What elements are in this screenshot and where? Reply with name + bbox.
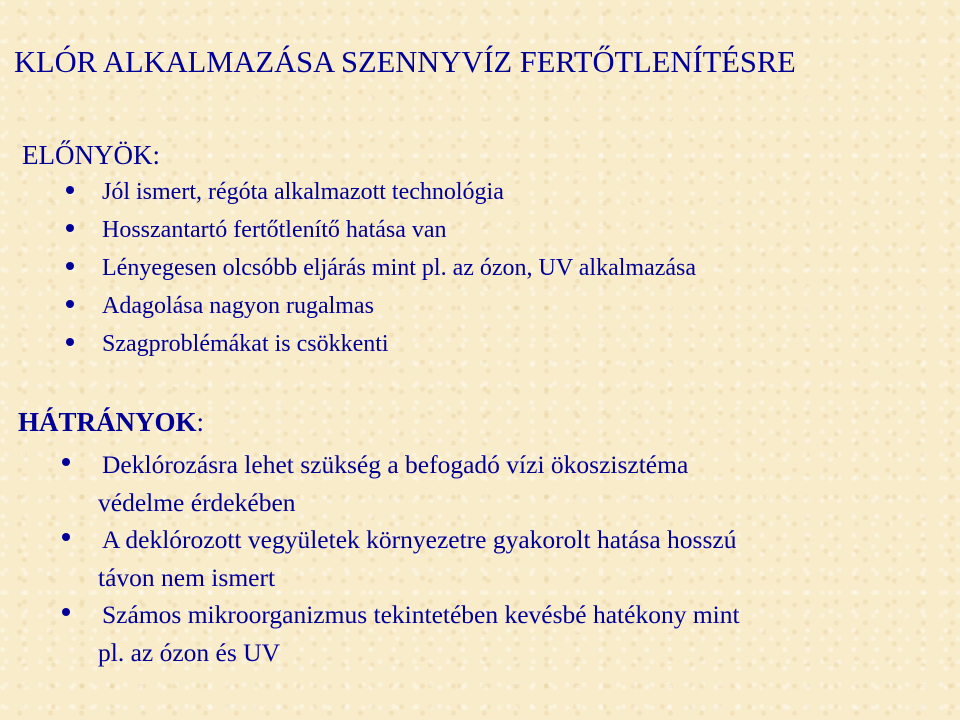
list-item	[98, 596, 740, 671]
list-item	[102, 252, 696, 290]
list-item-text: Hosszantartó fertőtlenítő hatása van	[102, 217, 447, 243]
bullet-icon	[66, 300, 74, 308]
slide-title: KLÓR ALKALMAZÁSA SZENNYVÍZ FERTŐTLENÍTÉSRE	[14, 45, 796, 79]
list-item	[98, 521, 740, 596]
list-item-text: Számos mikroorganizmus tekintetében kevésbé hatékony mint	[102, 600, 740, 629]
bullet-icon	[66, 262, 74, 270]
list-item-text: Adagolása nagyon rugalmas	[102, 293, 374, 319]
list-item	[102, 290, 696, 328]
list-item	[98, 446, 740, 521]
list-item-text: Jól ismert, régóta alkalmazott technológia	[102, 179, 504, 205]
advantages-heading-text: ELŐNYÖK	[22, 140, 153, 170]
disadvantages-heading-text: HÁTRÁNYOK	[18, 407, 197, 437]
disadvantages-heading-colon: :	[196, 407, 205, 437]
disadvantages-list	[98, 446, 740, 671]
advantages-heading-colon: :	[152, 140, 160, 170]
list-item-text-continued: távon nem ismert	[98, 562, 276, 592]
list-item	[102, 328, 696, 366]
advantages-list	[102, 176, 696, 366]
advantages-heading	[22, 140, 160, 171]
list-item-text: Lényegesen olcsóbb eljárás mint pl. az ózon, UV alkalmazása	[102, 255, 697, 281]
list-item-text-continued: pl. az ózon és UV	[98, 637, 280, 667]
bullet-icon	[62, 608, 70, 616]
bullet-icon	[66, 186, 74, 194]
list-item-text: A deklórozott vegyületek környezetre gyakorolt hatása hosszú	[102, 525, 737, 554]
bullet-icon	[66, 224, 74, 232]
bullet-icon	[62, 458, 70, 466]
bullet-icon	[66, 338, 74, 346]
disadvantages-heading	[18, 407, 204, 438]
bullet-icon	[62, 533, 70, 541]
list-item-text-continued: védelme érdekében	[98, 487, 296, 517]
list-item	[102, 214, 696, 252]
list-item	[102, 176, 696, 214]
list-item-text: Deklórozásra lehet szükség a befogadó vízi ökoszisztéma	[102, 450, 689, 479]
list-item-text: Szagproblémákat is csökkenti	[102, 331, 389, 357]
